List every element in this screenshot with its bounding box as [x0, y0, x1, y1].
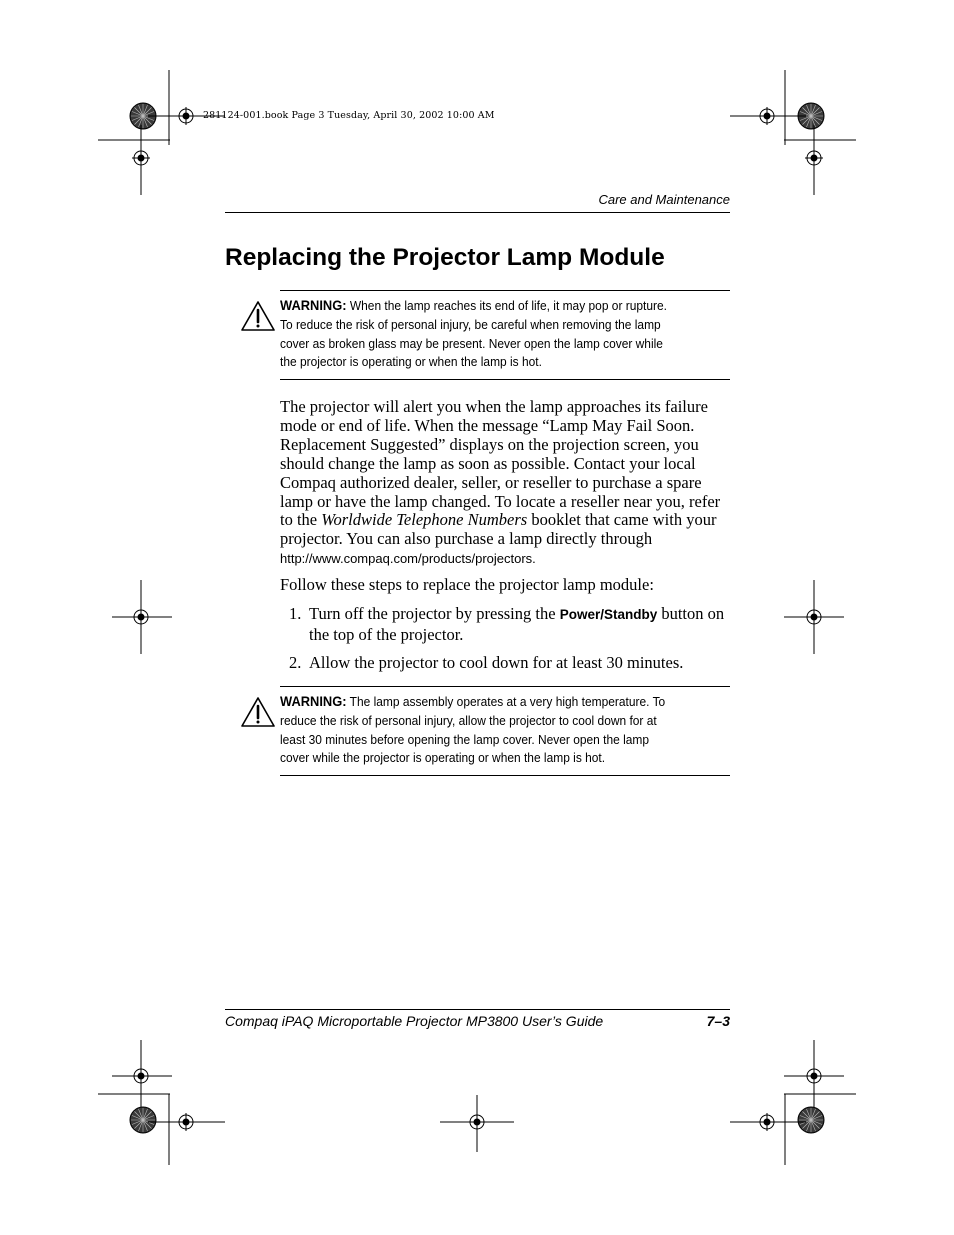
running-head: Care and Maintenance — [598, 192, 730, 207]
warning-message: The lamp assembly operates at a very high temperature. To reduce the risk of personal injury, allow the projector to cool down for at least 30 minutes before opening the lamp cover. Never open the lamp cover while the projector is operating or when the lamp is hot. — [280, 694, 666, 766]
warning-box — [240, 296, 730, 378]
registration-mark — [132, 608, 150, 626]
step-text: Turn off the projector by pressing the — [309, 604, 560, 623]
steps-list — [289, 604, 734, 673]
paragraph-text: . — [532, 551, 536, 567]
header-rule — [225, 212, 730, 213]
starburst-mark — [130, 1107, 156, 1133]
warning-triangle-icon — [240, 696, 276, 728]
warning-bottom-rule — [280, 775, 730, 776]
warning-label: WARNING: — [280, 297, 347, 313]
warning-message: When the lamp reaches its end of life, it may pop or rupture. To reduce the risk of personal injury, be careful when removing the lamp cover as broken glass may be present. Never open the lamp cover while the projector is operating or when the lamp is hot. — [280, 298, 667, 370]
footer-rule — [225, 1009, 730, 1010]
registration-mark — [805, 608, 823, 626]
registration-mark — [758, 1113, 776, 1131]
page-number: 7–3 — [706, 1013, 730, 1029]
warning-top-rule — [280, 686, 730, 687]
list-item — [289, 604, 734, 644]
url-link[interactable]: http://www.compaq.com/products/projectors — [280, 551, 533, 567]
warning-bottom-rule — [280, 379, 730, 380]
button-name: Power/Standby — [559, 607, 658, 622]
warning-text — [280, 296, 671, 372]
registration-mark — [758, 107, 776, 125]
body-paragraph — [280, 398, 730, 569]
starburst-mark — [798, 1107, 824, 1133]
booklet-title: Worldwide Telephone Numbers — [321, 510, 528, 530]
page-title: Replacing the Projector Lamp Module — [225, 244, 665, 271]
footer-book-title: Compaq iPAQ Microportable Projector MP3800 User’s Guide — [225, 1013, 604, 1029]
warning-top-rule — [280, 290, 730, 291]
registration-mark — [177, 107, 195, 125]
warning-label: WARNING: — [280, 693, 347, 709]
warning-box — [240, 692, 730, 774]
list-item — [289, 653, 734, 673]
slug-line: 281124-001.book Page 3 Tuesday, April 30, 2002 10:00 AM — [203, 110, 495, 121]
step-number: 2. — [289, 653, 302, 673]
steps-intro: Follow these steps to replace the projector lamp module: — [280, 575, 654, 594]
warning-text — [280, 692, 671, 768]
paragraph-text: booklet that came with your projector. You can also purchase a lamp directly through — [280, 510, 717, 549]
registration-mark — [805, 1067, 823, 1085]
step-text: Allow the projector to cool down for at least 30 minutes. — [309, 653, 684, 673]
registration-mark — [132, 1067, 150, 1085]
registration-mark — [132, 149, 150, 167]
warning-triangle-icon — [240, 300, 276, 332]
paragraph-text: The projector will alert you when the lamp approaches its failure mode or end of life. When the message “Lamp May Fail Soon. Replacement Suggested” displays on the projection screen, you should change the lamp as soon as possible. Contact your local Compaq authorized dealer, seller, or reseller to purchase a spare lamp or have the lamp changed. To locate a reseller near you, refer to the — [280, 397, 721, 530]
step-text: button on the top of the projector. — [309, 604, 725, 644]
registration-mark — [177, 1113, 195, 1131]
registration-mark — [805, 149, 823, 167]
registration-mark — [468, 1113, 486, 1131]
step-number: 1. — [289, 604, 302, 623]
